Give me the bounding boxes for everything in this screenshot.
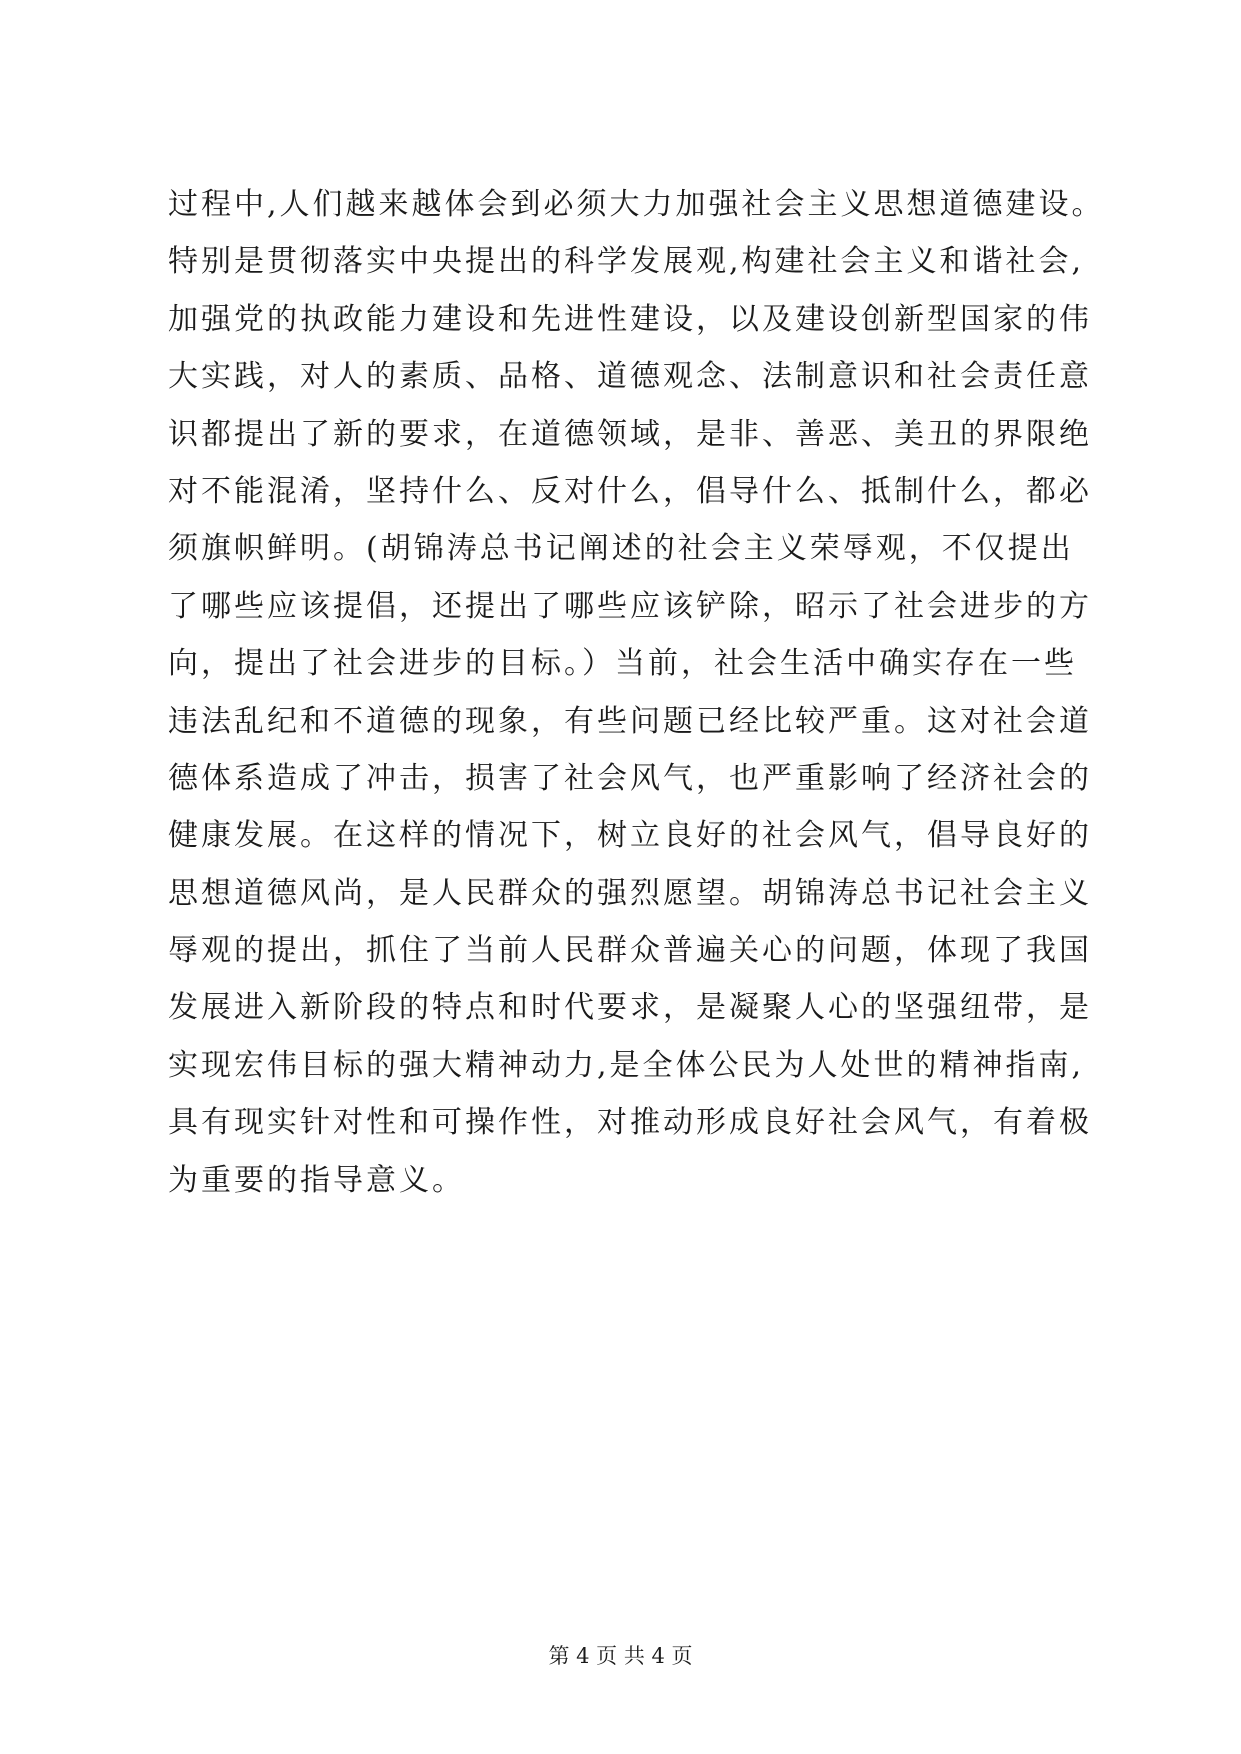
text-line: 实现宏伟目标的强大精神动力,是全体公民为人处世的精神指南, [168, 1047, 1085, 1083]
text-line: 发展进入新阶段的特点和时代要求，是凝聚人心的坚强纽带，是 [168, 990, 1092, 1026]
text-line: 对不能混淆，坚持什么、反对什么，倡导什么、抵制什么，都必 [168, 473, 1092, 509]
text-line: 须旗帜鲜明。(胡锦涛总书记阐述的社会主义荣辱观，不仅提出 [168, 531, 1074, 567]
text-line: 特别是贯彻落实中央提出的科学发展观,构建社会主义和谐社会, [168, 244, 1085, 280]
page-footer: 第 4 页 共 4 页 [548, 1644, 693, 1668]
text-line: 为重要的指导意义。 [168, 1162, 465, 1198]
text-line: 过程中,人们越来越体会到必须大力加强社会主义思想道德建设。 [168, 187, 1105, 222]
text-line: 向，提出了社会进步的目标。）当前，社会生活中确实存在一些 [168, 646, 1077, 682]
text-line: 了哪些应该提倡，还提出了哪些应该铲除，昭示了社会进步的方 [168, 588, 1092, 624]
text-line: 违法乱纪和不道德的现象，有些问题已经比较严重。这对社会道 [168, 703, 1092, 739]
text-line: 大实践，对人的素质、品格、道德观念、法制意识和社会责任意 [168, 359, 1092, 395]
text-line: 具有现实针对性和可操作性，对推动形成良好社会风气，有着极 [168, 1105, 1092, 1141]
text-line: 识都提出了新的要求，在道德领域，是非、善恶、美丑的界限绝 [168, 416, 1092, 452]
text-line: 加强党的执政能力建设和先进性建设，以及建设创新型国家的伟 [168, 301, 1092, 337]
text-line: 健康发展。在这样的情况下，树立良好的社会风气，倡导良好的 [168, 818, 1092, 854]
text-line: 思想道德风尚，是人民群众的强烈愿望。胡锦涛总书记社会主义 [168, 875, 1092, 911]
text-line: 德体系造成了冲击，损害了社会风气，也严重影响了经济社会的 [168, 760, 1092, 796]
text-line: 辱观的提出，抓住了当前人民群众普遍关心的问题，体现了我国 [168, 933, 1092, 969]
body-paragraph [168, 176, 1108, 1209]
